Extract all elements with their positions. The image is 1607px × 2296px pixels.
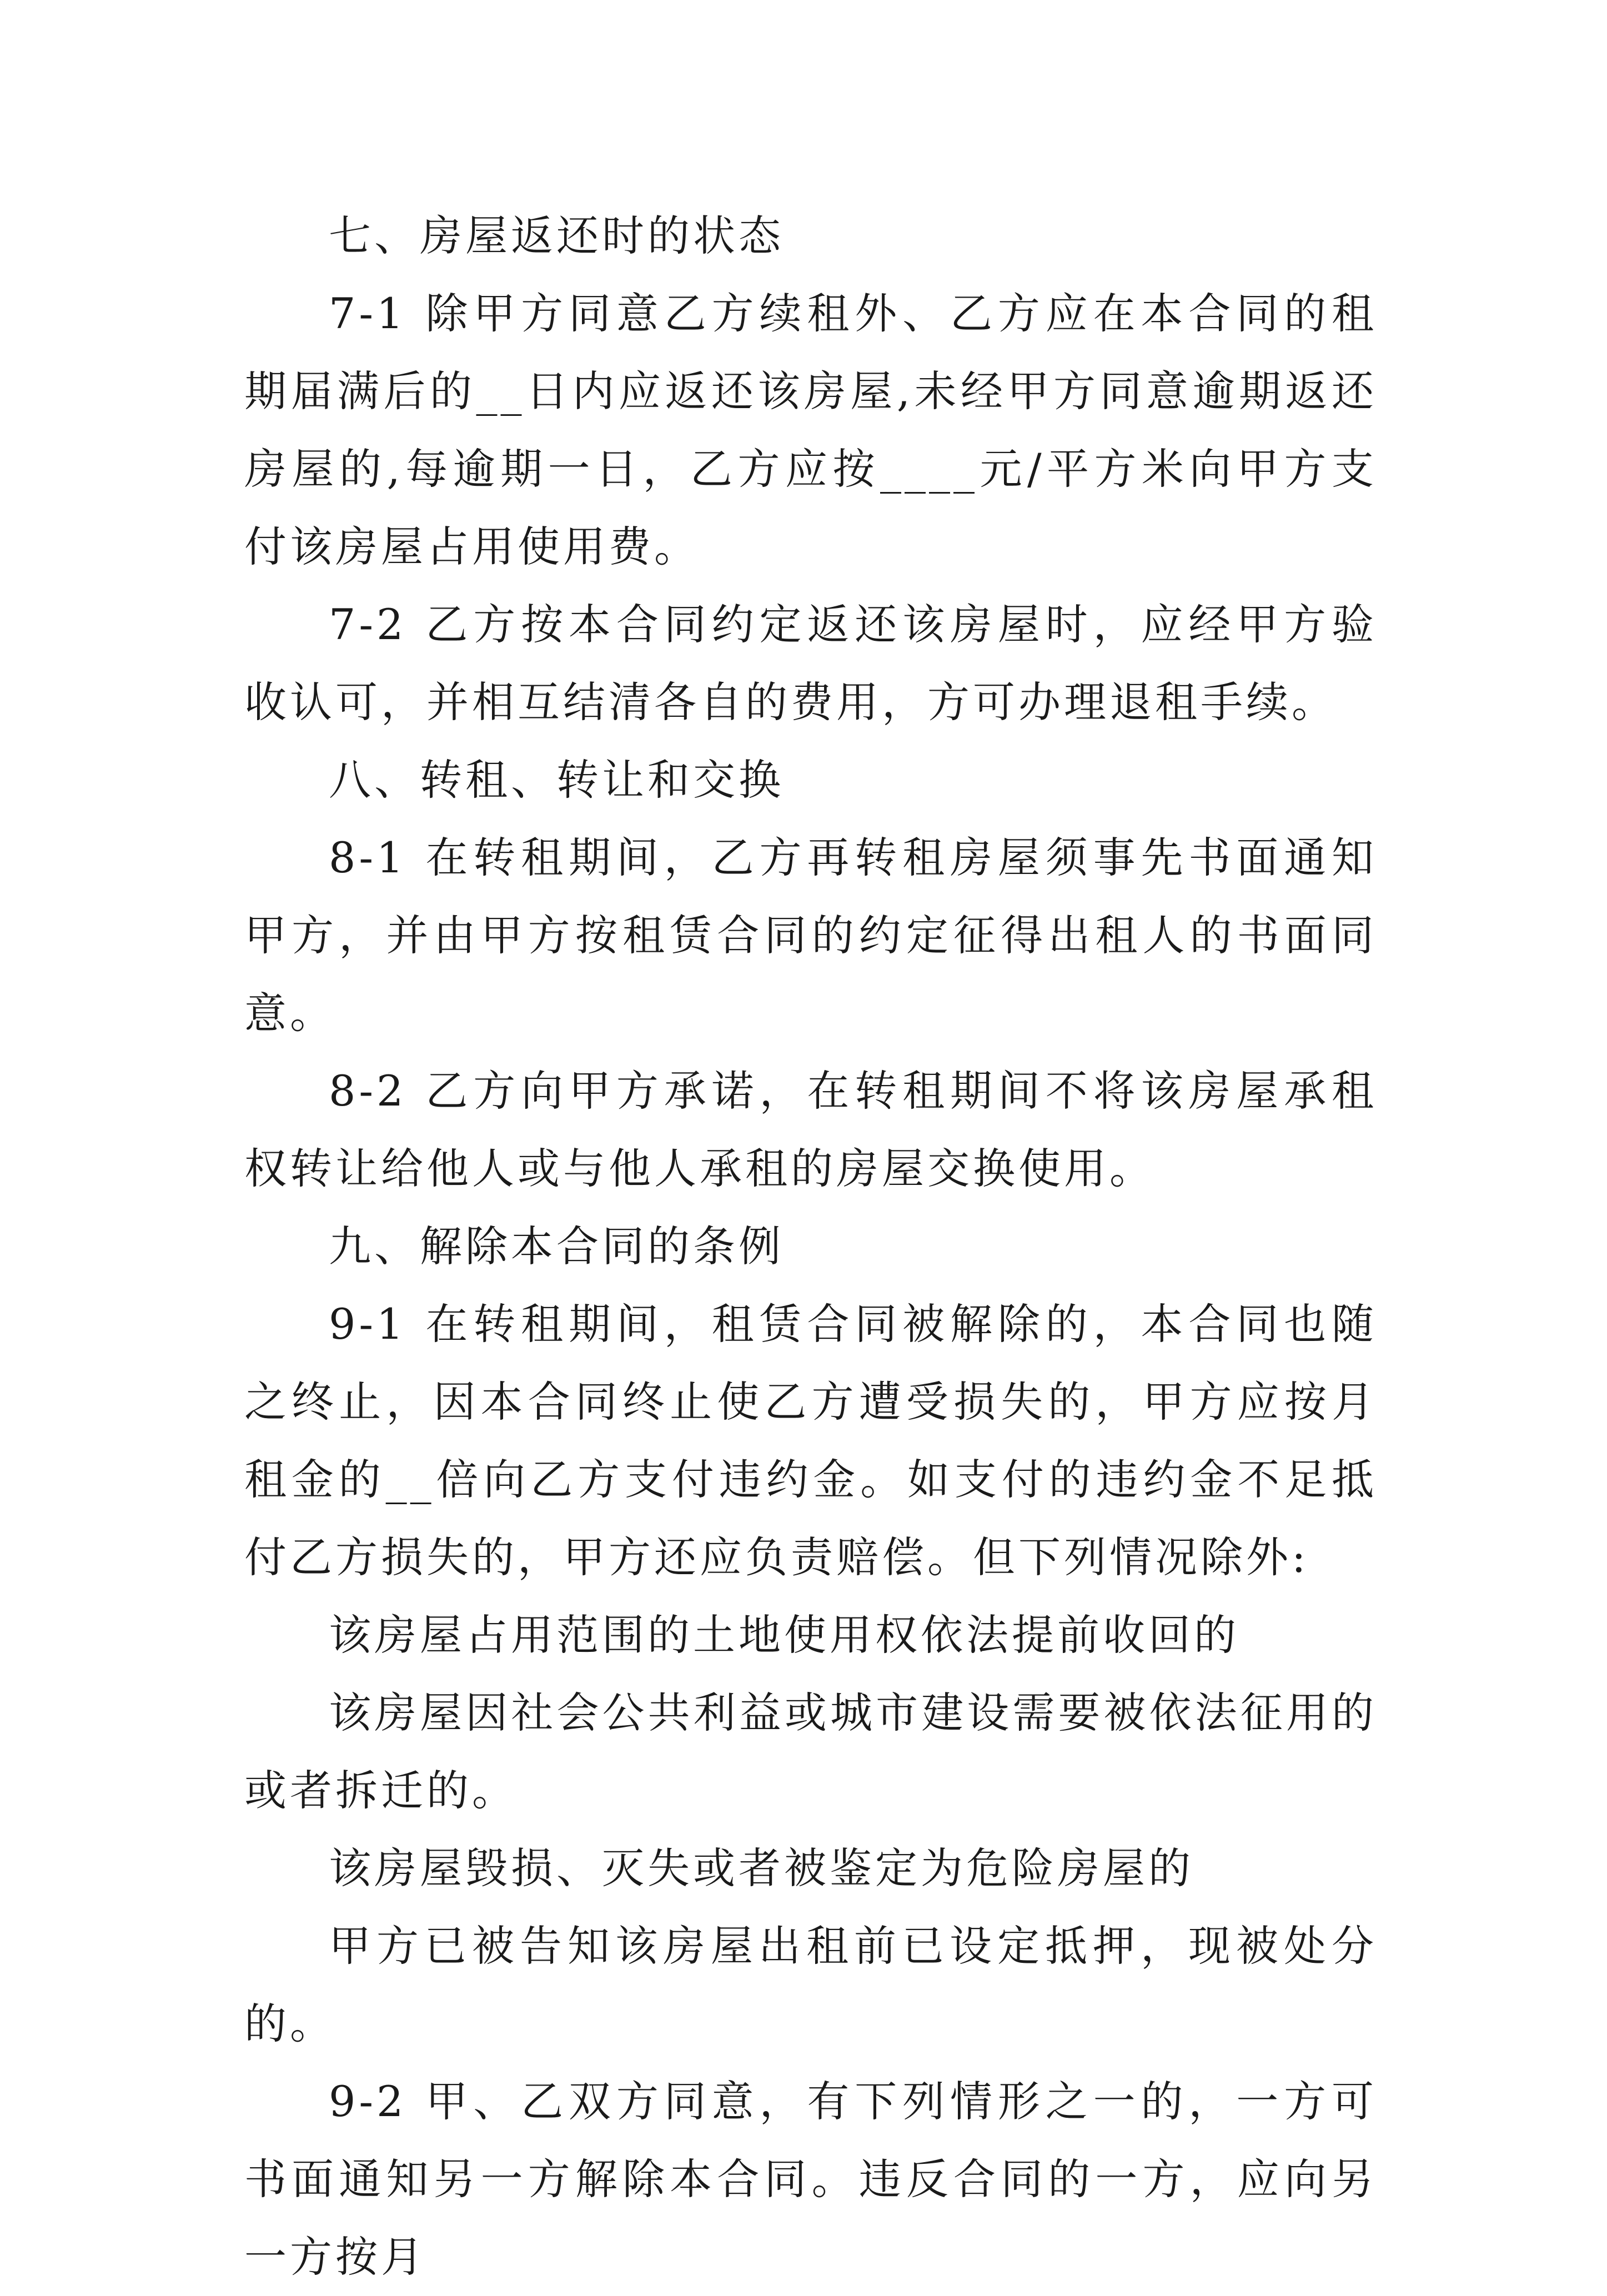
section-heading-7: 七、房屋返还时的状态 [329, 211, 784, 260]
clause-8-2: 8-2 乙方向甲方承诺，在转租期间不将该房屋承租权转让给他人或与他人承租的房屋交换使用。 [244, 1066, 1377, 1193]
clause-8-1: 8-1 在转租期间，乙方再转租房屋须事先书面通知甲方，并由甲方按租赁合同的约定征得出租人的书面同意。 [244, 833, 1377, 1038]
exception-item-2: 该房屋因社会公共利益或城市建设需要被依法征用的或者拆迁的。 [244, 1688, 1377, 1815]
document-body [244, 197, 1377, 2296]
exception-item-4: 甲方已被告知该房屋出租前已设定抵押，现被处分的。 [244, 1921, 1377, 2048]
section-heading-8: 八、转租、转让和交换 [329, 755, 784, 805]
section-heading-9: 九、解除本合同的条例 [329, 1222, 784, 1271]
clause-9-1: 9-1 在转租期间，租赁合同被解除的，本合同也随之终止，因本合同终止使乙方遭受损失的，甲方应按月租金的__倍向乙方支付违约金。如支付的违约金不足抵付乙方损失的，甲方还应负责赔偿。但下列情况除外: [244, 1299, 1377, 1582]
clause-7-1: 7-1 除甲方同意乙方续租外、乙方应在本合同的租期届满后的__日内应返还该房屋,未经甲方同意逾期返还房屋的,每逾期一日，乙方应按____元/平方米向甲方支付该房屋占用使用费。 [244, 289, 1377, 571]
exception-item-3: 该房屋毁损、灭失或者被鉴定为危险房屋的 [329, 1843, 1194, 1893]
exception-item-1: 该房屋占用范围的土地使用权依法提前收回的 [329, 1610, 1239, 1660]
clause-7-2: 7-2 乙方按本合同约定返还该房屋时，应经甲方验收认可，并相互结清各自的费用，方可办理退租手续。 [244, 600, 1377, 727]
clause-9-2: 9-2 甲、乙双方同意，有下列情形之一的，一方可书面通知另一方解除本合同。违反合同的一方，应向另一方按月 [244, 2077, 1377, 2282]
